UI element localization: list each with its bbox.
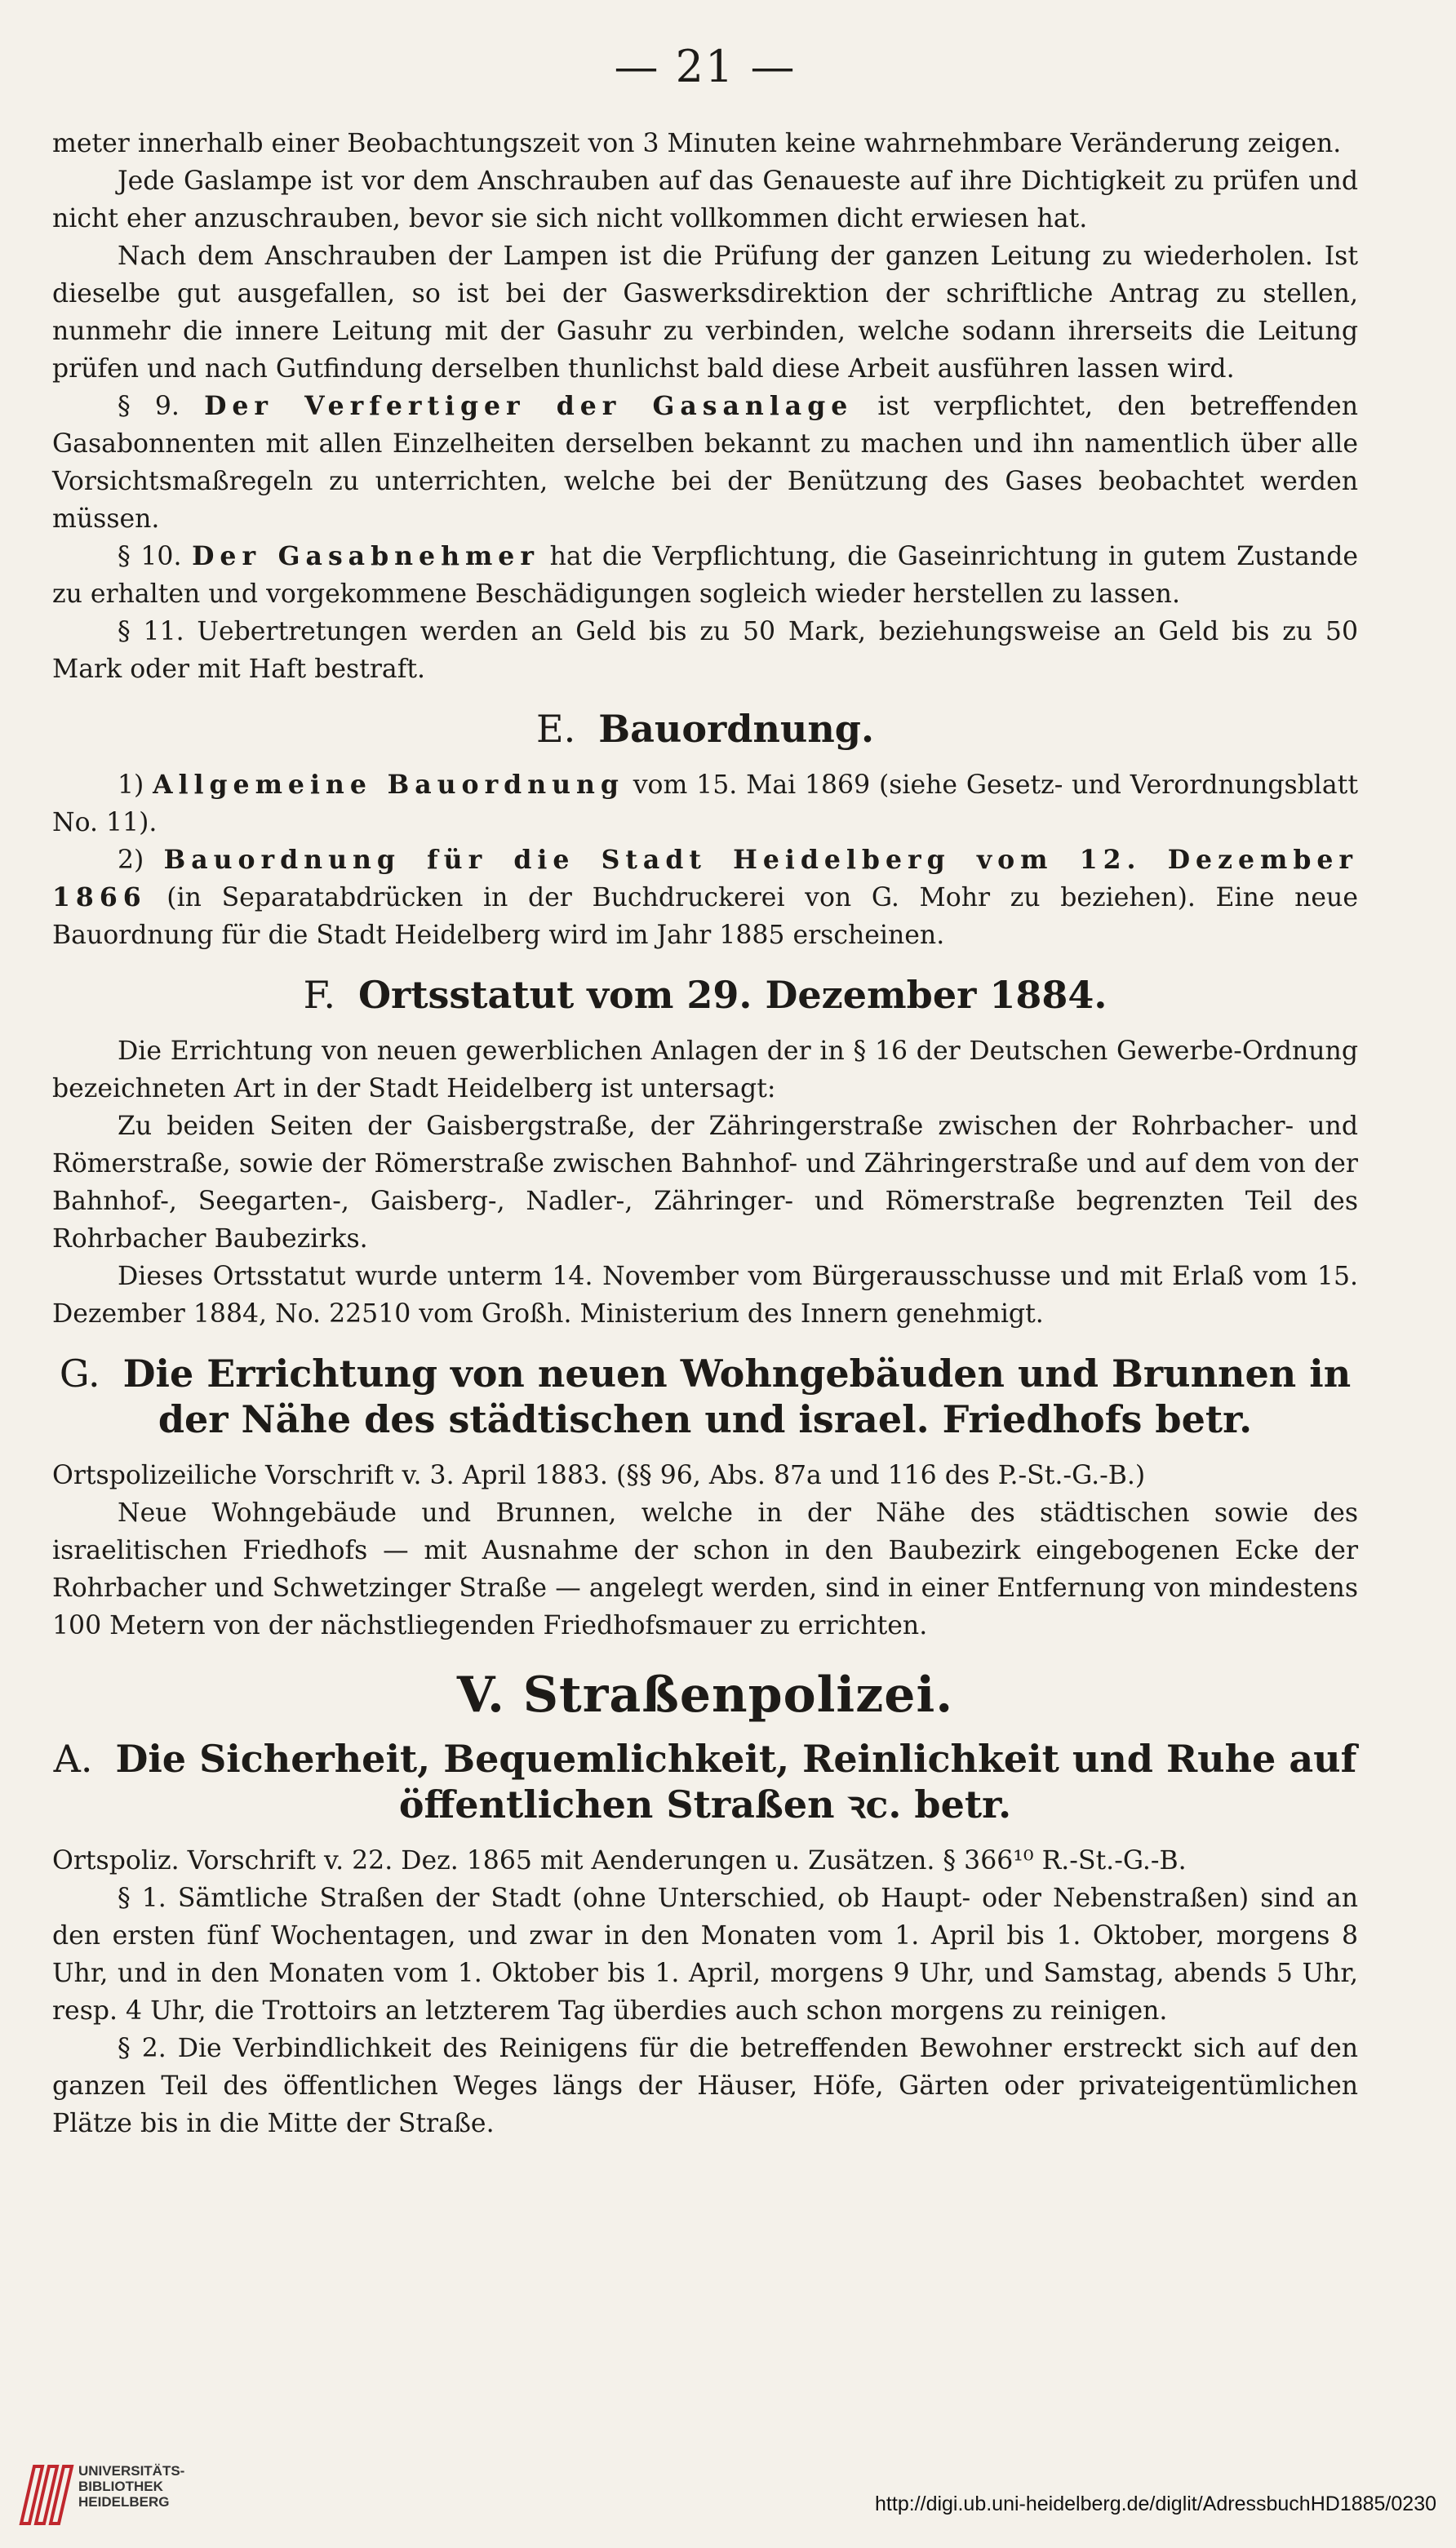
- text-run: 2): [118, 846, 164, 875]
- spaced-emphasis: Bauordnung für die Stadt Heidelberg vom 12. Dezember 1866: [52, 845, 1358, 912]
- heading-title: Die Sicherheit, Bequemlichkeit, Reinlichkeit und Ruhe auf öffentlichen Straßen ꝛc. betr.: [115, 1737, 1357, 1827]
- paragraph: [52, 388, 1358, 538]
- text-run: Ortspoliz. Vorschrift v. 22. Dez. 1865 mit Aenderungen u. Zusätzen. § 366¹⁰ R.-St.-G.-B.: [52, 1846, 1187, 1875]
- heading-letter: A.: [53, 1737, 93, 1781]
- subsection-heading: [52, 972, 1358, 1018]
- paragraph: [52, 1880, 1358, 2030]
- section-heading: [52, 1667, 1358, 1724]
- logo-line-2: BIBLIOTHEK: [78, 2479, 163, 2494]
- paragraph: [52, 841, 1358, 954]
- subsection-heading: [52, 706, 1358, 752]
- text-run: § 2. Die Verbindlichkeit des Reinigens für die betreffenden Bewohner erstreckt sich auf den ganzen Teil des öffentlichen Weges längs der Häuser, Höfe, Gärten oder privateigentümlichen Plätze bis in die Mitte der Straße.: [52, 2034, 1358, 2138]
- source-url[interactable]: http://digi.ub.uni-heidelberg.de/diglit/AdressbuchHD1885/0230: [875, 2493, 1436, 2515]
- footer: [0, 2440, 1456, 2548]
- heading-letter: E.: [536, 707, 576, 751]
- heading-title: V. Straßenpolizei.: [456, 1667, 954, 1724]
- heading-letter: G.: [59, 1352, 100, 1396]
- paragraph: [52, 1494, 1358, 1645]
- text-run: 1): [118, 770, 153, 800]
- text-run: vom 15. Mai 1869 (siehe Gesetz- und Verordnungsblatt No. 11).: [52, 770, 1358, 837]
- paragraph: [52, 538, 1358, 613]
- spaced-emphasis: Allgemeine Bauordnung: [153, 770, 624, 800]
- heading-title: Die Errichtung von neuen Wohngebäuden und Brunnen in der Nähe des städtischen und israel. Friedhofs betr.: [122, 1352, 1352, 1441]
- text-run: § 1. Sämtliche Straßen der Stadt (ohne Unterschied, ob Haupt- oder Nebenstraßen) sind an den ersten fünf Wochentagen, und zwar in den Monaten vom 1. April bis 1. Oktober, morgens 8 Uhr, und in den Monaten vom 1. Oktober bis 1. April, morgens 9 Uhr, und Samstag, abends 5 Uhr, resp. 4 Uhr, die Trottoirs an letzterem Tag überdies auch schon morgens zu reinigen.: [52, 1884, 1358, 2026]
- text-run: (in Separatabdrücken in der Buchdruckerei von G. Mohr zu beziehen). Eine neue Bauordnung für die Stadt Heidelberg wird im Jahr 1885 erscheinen.: [52, 883, 1358, 950]
- logo-text: [78, 2463, 184, 2510]
- text-run: Neue Wohngebäude und Brunnen, welche in der Nähe des städtischen sowie des israelitischen Friedhofs — mit Ausnahme der schon in den Baubezirk eingebogenen Ecke der Rohrbacher und Schwetzinger Straße — angelegt werden, sind in einer Entfernung von mindestens 100 Metern von der nächstliegenden Friedhofsmauer zu errichten.: [52, 1498, 1358, 1640]
- text-run: § 11. Uebertretungen werden an Geld bis zu 50 Mark, beziehungsweise an Geld bis zu 50 Mark oder mit Haft bestraft.: [52, 617, 1358, 684]
- text-run: Zu beiden Seiten der Gaisbergstraße, der Zähringerstraße zwischen der Rohrbacher- und Römerstraße, sowie der Römerstraße zwischen Bahnhof- und Zähringerstraße und auf dem von der Bahnhof-, Seegarten-, Gaisberg-, Nadler-, Zähringer- und Römerstraße begrenzten Teil des Rohrbacher Baubezirks.: [52, 1112, 1358, 1254]
- paragraph: [52, 162, 1358, 237]
- spaced-emphasis: Der Verfertiger der Gasanlage: [204, 391, 854, 421]
- text-run: ist verpflichtet, den betreffenden Gasabonnenten mit allen Einzelheiten derselben bekannt zu machen und ihn namentlich über alle Vorsichtsmaßregeln zu unterrichten, welche bei der Benützung des Gases beobachtet werden müssen.: [52, 392, 1358, 534]
- heading-letter: F.: [303, 973, 335, 1017]
- spaced-emphasis: Der Gasabnehmer: [192, 541, 539, 571]
- paragraph: [52, 613, 1358, 688]
- paragraph: [52, 2030, 1358, 2142]
- text-run: § 10.: [118, 542, 193, 571]
- heading-title: Ortsstatut vom 29. Dezember 1884.: [357, 973, 1108, 1017]
- paragraph: [52, 1258, 1358, 1333]
- regulation-reference: [52, 1842, 1358, 1880]
- text-run: Nach dem Anschrauben der Lampen ist die Prüfung der ganzen Leitung zu wiederholen. Ist dieselbe gut ausgefallen, so ist bei der Gaswerksdirektion der schriftliche Antrag zu stellen, nunmehr die innere Leitung mit der Gasuhr zu verbinden, welche sodann ihrerseits die Leitung prüfen und nach Gutfindung derselben thunlichst bald diese Arbeit ausführen lassen wird.: [52, 242, 1358, 384]
- text-run: meter innerhalb einer Beobachtungszeit von 3 Minuten keine wahrnehmbare Veränderung zeigen.: [52, 129, 1342, 158]
- text-run: Ortspolizeiliche Vorschrift v. 3. April 1883. (§§ 96, Abs. 87a und 116 des P.-St.-G.-B.): [52, 1461, 1146, 1490]
- logo-line-3: HEIDELBERG: [78, 2494, 170, 2510]
- subsection-heading: [52, 1736, 1358, 1827]
- logo-line-1: UNIVERSITÄTS-: [78, 2463, 185, 2479]
- paragraph: [52, 125, 1358, 162]
- paragraph: [52, 237, 1358, 388]
- text-run: § 9.: [118, 392, 205, 421]
- text-run: Jede Gaslampe ist vor dem Anschrauben auf das Genaueste auf ihre Dichtigkeit zu prüfen und nicht eher anzuschrauben, bevor sie sich nicht vollkommen dicht erwiesen hat.: [52, 166, 1358, 233]
- page-number: — 21 —: [614, 41, 797, 92]
- text-run: Dieses Ortsstatut wurde unterm 14. November vom Bürgerausschusse und mit Erlaß vom 15. Dezember 1884, No. 22510 vom Großh. Ministerium des Innern genehmigt.: [52, 1262, 1358, 1329]
- text-run: Die Errichtung von neuen gewerblichen Anlagen der in § 16 der Deutschen Gewerbe-Ordnung bezeichneten Art in der Stadt Heidelberg ist untersagt:: [52, 1037, 1358, 1103]
- text-run: hat die Verpflichtung, die Gaseinrichtung in gutem Zustande zu erhalten und vorgekommene Beschädigungen sogleich wieder herstellen zu lassen.: [52, 542, 1358, 609]
- subsection-heading: [52, 1351, 1358, 1442]
- regulation-reference: [52, 1457, 1358, 1494]
- heading-title: Bauordnung.: [598, 707, 874, 751]
- paragraph: [52, 1108, 1358, 1258]
- document-page: [52, 41, 1358, 2142]
- page-body: [52, 125, 1358, 2142]
- paragraph: [52, 766, 1358, 841]
- paragraph: [52, 1032, 1358, 1108]
